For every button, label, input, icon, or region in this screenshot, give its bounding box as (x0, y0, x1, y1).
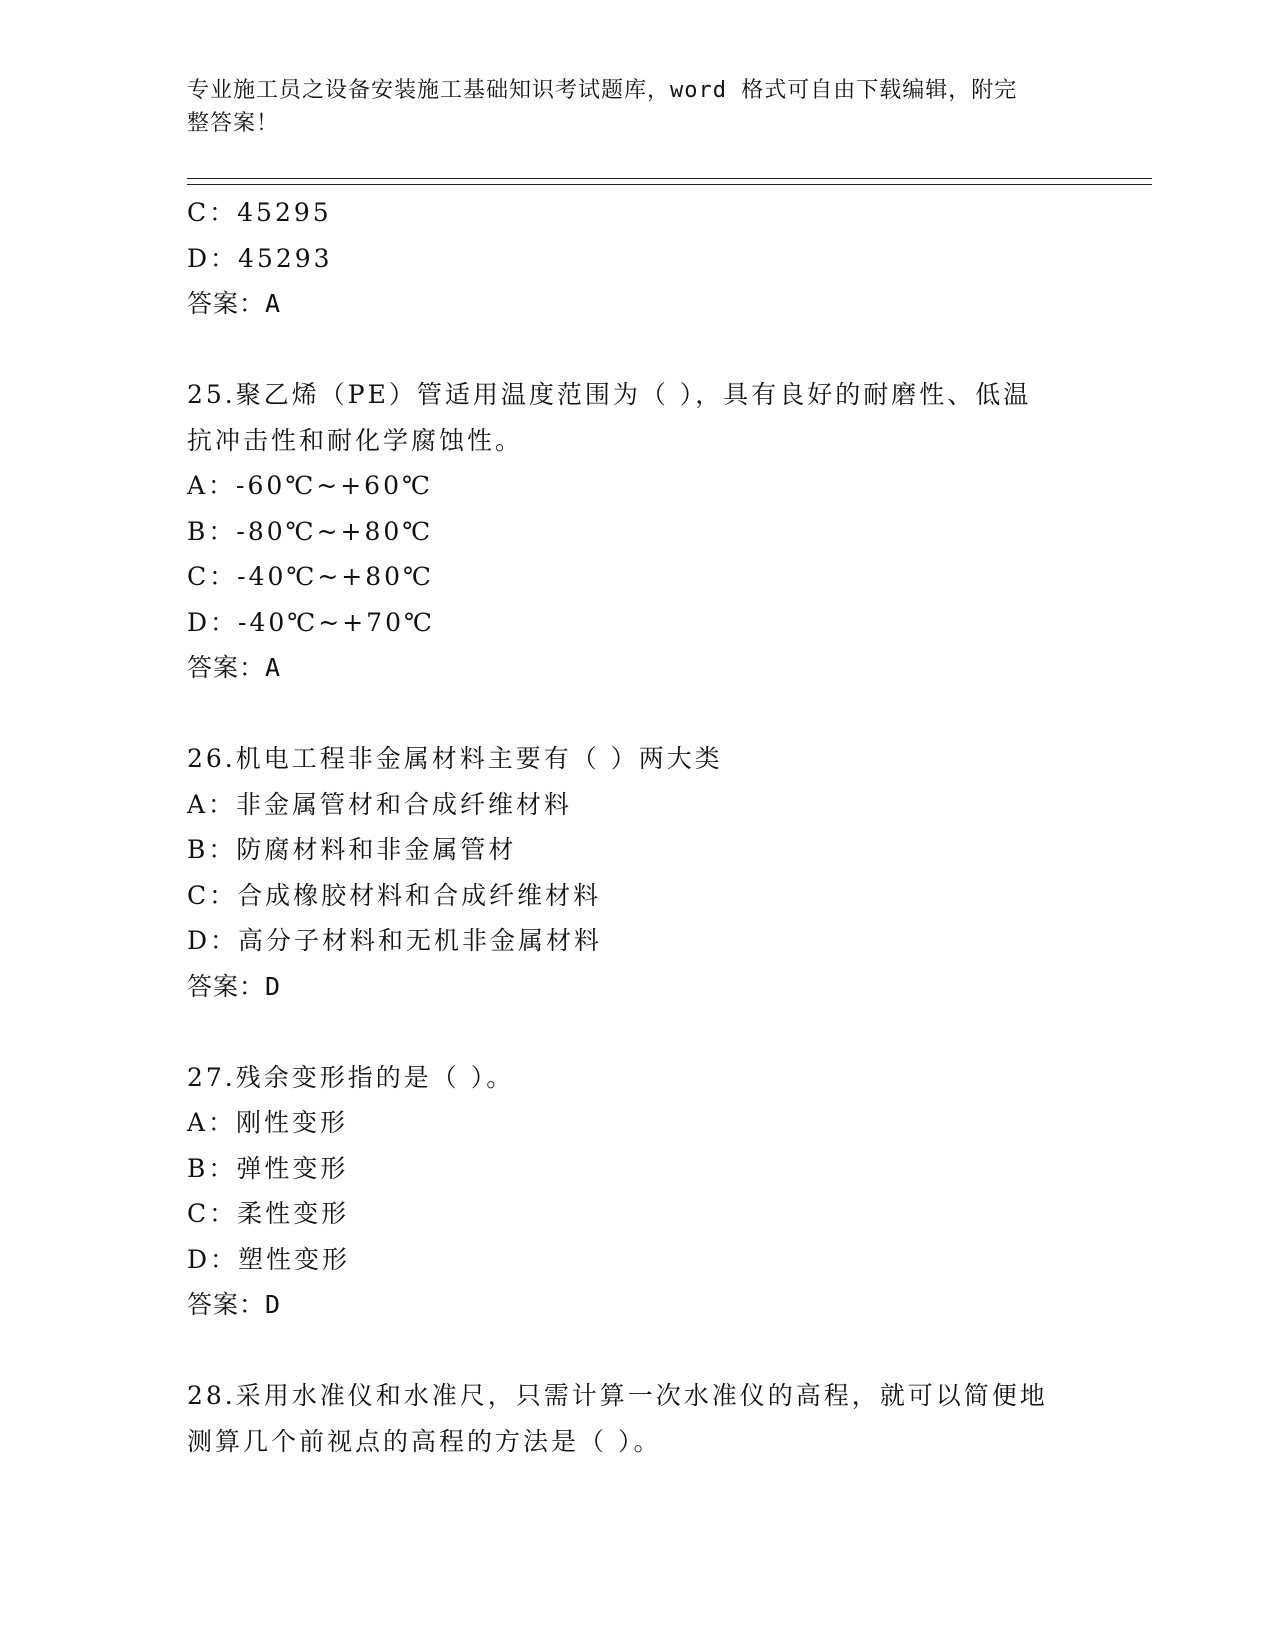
option-d: D：高分子材料和无机非金属材料 (187, 926, 603, 955)
header-divider-top (187, 178, 1152, 179)
answer-label: 答案：D (187, 1290, 282, 1319)
question-text-cont: 抗冲击性和耐化学腐蚀性。 (187, 425, 524, 455)
question-text: 25.聚乙烯（PE）管适用温度范围为（ ），具有良好的耐磨性、低温 (187, 380, 1032, 409)
option-c: C：合成橡胶材料和合成纤维材料 (187, 880, 602, 910)
option-c: C：柔性变形 (187, 1199, 350, 1228)
question-text-cont: 测算几个前视点的高程的方法是（ ）。 (187, 1426, 662, 1456)
question-27 (187, 1055, 1117, 1328)
question-28 (187, 1373, 1117, 1464)
header-line-2: 整答案！ (187, 111, 280, 136)
answer-label: 答案：D (187, 971, 282, 1001)
option-b: B：-80℃~+80℃ (187, 516, 434, 546)
question-text: 27.残余变形指的是（ ）。 (187, 1062, 515, 1092)
option-a: A：刚性变形 (187, 1108, 349, 1137)
question-text: 26.机电工程非金属材料主要有（ ）两大类 (187, 744, 723, 773)
question-text: 28.采用水准仪和水准尺，只需计算一次水准仪的高程，就可以简便地 (187, 1381, 1048, 1410)
option-d: D：塑性变形 (187, 1244, 351, 1274)
question-list (187, 190, 1117, 1464)
question-24-tail (187, 190, 1117, 327)
question-26 (187, 736, 1117, 1009)
option-d: D：45293 (187, 243, 333, 273)
question-25 (187, 372, 1117, 691)
header-divider-bottom (187, 184, 1152, 185)
option-d: D：-40℃~+70℃ (187, 607, 435, 637)
option-b: B：防腐材料和非金属管材 (187, 835, 517, 864)
page-header (187, 74, 1067, 140)
option-a: A：非金属管材和合成纤维材料 (187, 789, 573, 819)
option-c: C：45295 (187, 198, 332, 227)
answer-label: 答案：A (187, 653, 282, 682)
option-c: C：-40℃~+80℃ (187, 562, 435, 591)
option-a: A：-60℃~+60℃ (187, 471, 433, 500)
option-b: B：弹性变形 (187, 1153, 349, 1183)
header-line-1: 专业施工员之设备安装施工基础知识考试题库，word 格式可自由下载编辑，附完 (187, 78, 1018, 103)
answer-label: 答案：A (187, 289, 282, 318)
